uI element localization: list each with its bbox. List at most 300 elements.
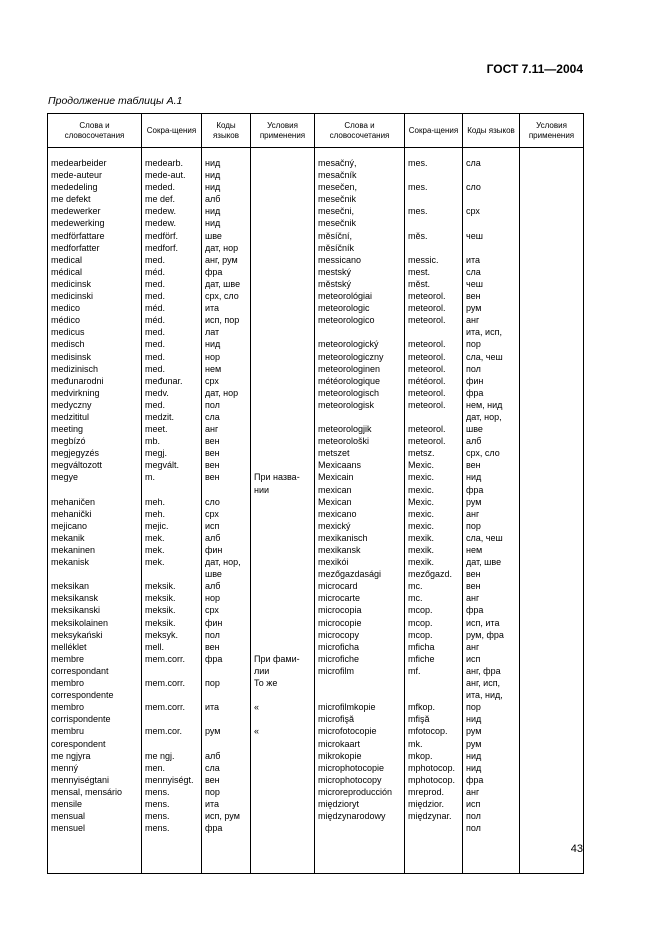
cell-text: medv. <box>145 387 169 398</box>
cell-text <box>254 617 314 629</box>
cell-text: meet. <box>145 424 168 435</box>
cell-text: пор <box>466 702 481 713</box>
cell-text: mezőgazdasági <box>318 569 382 580</box>
cell-text: mexican <box>318 484 352 495</box>
cell-text <box>254 520 314 532</box>
cell-text: фра <box>466 774 484 785</box>
cell-text: med. <box>145 278 166 289</box>
cell-text: meksikansk <box>51 593 99 604</box>
cell-text: вен <box>205 460 220 471</box>
words-column-right <box>315 148 405 874</box>
cell-text: mfiche <box>408 653 435 664</box>
cell-text <box>254 351 314 363</box>
cell-text: сла, чеш <box>466 351 503 362</box>
cell-text <box>205 689 250 701</box>
cell-text <box>254 568 314 580</box>
cell-text <box>466 242 519 254</box>
cell-text: нид <box>205 158 221 168</box>
cell-text <box>408 677 462 689</box>
cell-text: meteorol. <box>408 436 446 447</box>
cell-text: microreproducción <box>318 786 393 797</box>
cell-text: фра <box>205 266 223 277</box>
cell-text <box>254 810 314 822</box>
cell-text: фра <box>466 605 484 616</box>
col-header-conditions-right: Условия применения <box>520 114 584 148</box>
cell-text: анг <box>466 593 480 604</box>
cell-text: дат, нор, <box>205 557 241 568</box>
cell-text: meteorologjik <box>318 424 372 435</box>
cell-text: алб <box>205 532 221 543</box>
cell-text: międzynarodowy <box>318 811 386 822</box>
cell-text: microfişă <box>318 714 355 725</box>
cell-text: microcopia <box>318 605 362 616</box>
cell-text <box>408 193 462 205</box>
cell-text <box>408 689 462 701</box>
cell-text: medförfattare <box>51 230 105 241</box>
cell-text: mejicano <box>51 520 88 531</box>
cell-text: пор <box>205 786 220 797</box>
cell-text <box>145 689 201 701</box>
cell-text: алб <box>205 581 221 592</box>
cell-text: исп <box>205 520 220 531</box>
cell-text: meteorológiai <box>318 291 373 302</box>
cell-text: нид <box>205 339 221 350</box>
cell-text <box>145 665 201 677</box>
cell-text: Mexicain <box>318 472 354 483</box>
cell-text <box>318 677 404 689</box>
cell-text: mezőgazd. <box>408 569 453 580</box>
cell-text: me ngj. <box>145 750 175 761</box>
cell-text: mennyiségt. <box>145 774 194 785</box>
cell-text: срх <box>205 605 219 616</box>
cell-text: medico <box>51 303 81 314</box>
cell-text: сла <box>466 266 481 277</box>
cell-text: meeting <box>51 424 84 435</box>
cell-text: вен <box>466 291 481 302</box>
cell-text: mk. <box>408 738 423 749</box>
cell-text <box>254 689 314 701</box>
cell-text: нид <box>466 762 482 773</box>
cell-text: microfotocopie <box>318 726 377 737</box>
table-header-row <box>48 114 584 148</box>
cell-text: mehaničen <box>51 496 96 507</box>
cell-text: melléklet <box>51 641 87 652</box>
cell-text: « <box>254 702 260 713</box>
cell-text <box>254 169 314 181</box>
cell-text: medewerking <box>51 218 105 229</box>
cell-text: фра <box>205 653 223 664</box>
cell-text: megváltozott <box>51 460 103 471</box>
cell-text: meksyk. <box>145 629 179 640</box>
cell-text: mesečnik <box>318 194 357 205</box>
cell-text: фин <box>466 375 484 386</box>
cell-text <box>254 278 314 290</box>
cell-text: mexický <box>318 520 351 531</box>
cell-text: międzior. <box>408 798 445 809</box>
cell-text: meteorol. <box>408 387 446 398</box>
cell-text: фин <box>205 617 223 628</box>
cell-text <box>254 641 314 653</box>
cell-text: mest. <box>408 266 431 277</box>
cell-text: medforfatter <box>51 242 100 253</box>
cell-text: вен <box>466 460 481 471</box>
conditions-column-left <box>251 148 315 874</box>
cell-text: mens. <box>145 786 170 797</box>
table-body-row <box>48 148 584 874</box>
cell-text: mek. <box>145 532 165 543</box>
cell-text: срх, сло <box>466 448 500 459</box>
cell-text: рум, фра <box>466 629 504 640</box>
cell-text: анг, рум <box>205 254 238 265</box>
cell-text: дат, шве <box>466 557 502 568</box>
cell-text: mekanisk <box>51 557 90 568</box>
cell-text: mexic. <box>408 484 435 495</box>
cell-text: mem.cor. <box>145 726 183 737</box>
cell-text: mede-aut. <box>145 170 186 181</box>
cell-text: При фами- <box>254 653 300 664</box>
cell-text: mphotocop. <box>408 762 456 773</box>
cell-text: рум <box>466 496 482 507</box>
cell-text: medicinski <box>51 291 94 302</box>
cell-text: mb. <box>145 436 161 447</box>
cell-text: mfotocop. <box>408 726 448 737</box>
cell-text: нем <box>205 363 222 374</box>
cell-text <box>466 169 519 181</box>
cell-text: пол <box>205 629 220 640</box>
cell-text: med. <box>145 363 166 374</box>
cell-text: mejic. <box>145 520 169 531</box>
cell-text: срх <box>205 508 219 519</box>
cell-text: нор <box>205 593 220 604</box>
cell-text: mehanički <box>51 508 92 519</box>
col-header-codes-left: Коды языков <box>202 114 251 148</box>
cell-text: mexik. <box>408 557 435 568</box>
cell-text: mededeling <box>51 182 98 193</box>
cell-text <box>408 242 462 254</box>
cell-text: meksikan <box>51 581 90 592</box>
cell-text <box>254 580 314 592</box>
cell-text: medical <box>51 254 83 265</box>
cell-text <box>318 411 404 423</box>
cell-text <box>254 738 314 750</box>
cell-text: meksykański <box>51 629 103 640</box>
cell-text <box>51 484 141 496</box>
cell-text: сло <box>466 182 481 193</box>
codes-column-right <box>463 148 520 874</box>
cell-text: исп <box>466 653 481 664</box>
cell-text: анг <box>466 508 480 519</box>
cell-text: пор <box>466 520 481 531</box>
cell-text: megbízó <box>51 436 86 447</box>
cell-text: алб <box>205 750 221 761</box>
cell-text: med. <box>145 399 166 410</box>
cell-text: Mexic. <box>408 460 435 471</box>
cell-text: сло <box>205 496 220 507</box>
cell-text: měs. <box>408 230 428 241</box>
cell-text: meteorol. <box>408 424 446 435</box>
cell-text <box>408 411 462 423</box>
cell-text: med. <box>145 339 166 350</box>
cell-text <box>254 230 314 242</box>
cell-text: microcopy <box>318 629 360 640</box>
cell-text <box>254 544 314 556</box>
cell-text: фра <box>205 823 223 834</box>
cell-text: исп, пор <box>205 315 240 326</box>
cell-text <box>254 459 314 471</box>
cell-text: « <box>254 726 260 737</box>
cell-text <box>145 713 201 725</box>
cell-text: рум <box>466 726 482 737</box>
cell-text: mexic. <box>408 520 435 531</box>
cell-text <box>254 363 314 375</box>
cell-text <box>145 738 201 750</box>
cell-text: meteorologisk <box>318 399 375 410</box>
cell-text <box>254 423 314 435</box>
cell-text: вен <box>466 581 481 592</box>
cell-text <box>254 242 314 254</box>
cell-text: нор <box>205 351 220 362</box>
cell-text: срх <box>466 206 480 217</box>
cell-text: нид <box>205 170 221 181</box>
cell-text: сла, чеш <box>466 532 503 543</box>
cell-text: międzynar. <box>408 811 452 822</box>
cell-text: meteorol. <box>408 339 446 350</box>
cell-text: нид <box>466 714 482 725</box>
cell-text <box>254 713 314 725</box>
cell-text: вен <box>205 448 220 459</box>
cell-text: megjegyzés <box>51 448 100 459</box>
cell-text: При назва- <box>254 472 300 483</box>
cell-text <box>254 254 314 266</box>
cell-text <box>254 822 314 834</box>
cell-text <box>254 326 314 338</box>
cell-text: microfilmkopie <box>318 702 376 713</box>
cell-text: шве <box>205 230 222 241</box>
cell-text <box>318 689 404 701</box>
col-header-abbr-right: Сокра-щения <box>405 114 463 148</box>
cell-text: médico <box>51 315 81 326</box>
cell-text: meksikolainen <box>51 617 109 628</box>
cell-text: microcopie <box>318 617 362 628</box>
cell-text: men. <box>145 762 166 773</box>
cell-text: mem.corr. <box>145 702 186 713</box>
cell-text: me ngjyra <box>51 750 91 761</box>
cell-text: meteorologický <box>318 339 379 350</box>
cell-text: měst. <box>408 278 431 289</box>
cell-text: meteorologico <box>318 315 375 326</box>
cell-text: сла <box>205 411 220 422</box>
cell-text <box>254 193 314 205</box>
cell-text <box>51 568 141 580</box>
cell-text <box>205 738 250 750</box>
cell-text: med. <box>145 327 166 338</box>
cell-text: дат, нор <box>205 387 239 398</box>
cell-text: вен <box>205 774 220 785</box>
cell-text: meh. <box>145 496 166 507</box>
cell-text: membro <box>51 678 85 689</box>
cell-text: meteorološki <box>318 436 370 447</box>
cell-text: meksik. <box>145 617 176 628</box>
cell-text <box>254 205 314 217</box>
cell-text: нии <box>254 484 270 495</box>
cell-text: meksik. <box>145 581 176 592</box>
cell-text: mexicano <box>318 508 357 519</box>
cell-text: mexic. <box>408 472 435 483</box>
cell-text: messicano <box>318 254 362 265</box>
cell-text <box>254 750 314 762</box>
cell-text <box>408 326 462 338</box>
cell-text: ита <box>205 798 220 809</box>
cell-text: mes. <box>408 158 428 168</box>
cell-text: menný <box>51 762 79 773</box>
cell-text: mikrokopie <box>318 750 362 761</box>
col-header-words-right: Слова и словосочетания <box>315 114 405 148</box>
cell-text <box>254 302 314 314</box>
cell-text: messic. <box>408 254 439 265</box>
cell-text <box>408 169 462 181</box>
cell-text: medewerker <box>51 206 101 217</box>
cell-text: medyczny <box>51 399 92 410</box>
cell-text <box>254 399 314 411</box>
cell-text: нид <box>205 182 221 193</box>
cell-text: mek. <box>145 557 165 568</box>
cell-text: лии <box>254 665 270 676</box>
cell-text: m. <box>145 472 155 483</box>
cell-text: mensual <box>51 811 86 822</box>
cell-text <box>254 181 314 193</box>
cell-text: microkaart <box>318 738 361 749</box>
cell-text: mesačný, <box>318 158 357 168</box>
cell-text: meteorologisch <box>318 387 380 398</box>
words-column-left <box>48 148 142 874</box>
cell-text: metszet <box>318 448 350 459</box>
cell-text: нем <box>466 545 483 555</box>
cell-text: дат, нор <box>205 242 239 253</box>
cell-text <box>254 762 314 774</box>
cell-text: mennyiségtani <box>51 774 110 785</box>
cell-text: meteorol. <box>408 399 446 410</box>
cell-text: фра <box>466 484 484 495</box>
cell-text <box>254 604 314 616</box>
cell-text: mem.corr. <box>145 653 186 664</box>
cell-text: med. <box>145 291 166 302</box>
cell-text: пол <box>205 399 220 410</box>
cell-text: нид <box>466 472 482 483</box>
cell-text: méd. <box>145 266 166 277</box>
cell-text: исп, ита <box>466 617 500 628</box>
cell-text: mcop. <box>408 617 433 628</box>
cell-text: анг, исп, <box>466 678 501 689</box>
cell-text: meh. <box>145 508 166 519</box>
cell-text: microficha <box>318 641 360 652</box>
cell-text <box>145 568 201 580</box>
cell-text: mensal, mensário <box>51 786 123 797</box>
cell-text: шве <box>205 569 222 580</box>
cell-text: рум <box>466 738 482 749</box>
cell-text: вен <box>205 472 220 483</box>
cell-text: сла <box>205 762 220 773</box>
cell-text: microphotocopie <box>318 762 385 773</box>
cell-text <box>254 508 314 520</box>
cell-text: анг <box>205 424 219 435</box>
cell-text: алб <box>466 436 482 447</box>
cell-text: исп <box>466 798 481 809</box>
cell-text: анг <box>466 315 480 326</box>
cell-text: medizinisch <box>51 363 99 374</box>
cell-text: вен <box>205 436 220 447</box>
cell-text: membru <box>51 726 85 737</box>
cell-text: mficha <box>408 641 435 652</box>
cell-text: ита <box>205 702 220 713</box>
table-caption: Продолжение таблицы А.1 <box>48 95 183 107</box>
cell-text: corespondent <box>51 738 106 749</box>
cell-text: medzit. <box>145 411 175 422</box>
cell-text: mens. <box>145 798 170 809</box>
cell-text: měsíční, <box>318 230 353 241</box>
cell-text: méd. <box>145 315 166 326</box>
cell-text: срх <box>205 375 219 386</box>
cell-text: лат <box>205 327 220 338</box>
cell-text: mcop. <box>408 629 433 640</box>
cell-text: microcard <box>318 581 358 592</box>
cell-text <box>254 266 314 278</box>
cell-text: meksikanski <box>51 605 101 616</box>
cell-text: correspondant <box>51 665 109 676</box>
cell-text <box>318 326 404 338</box>
cell-text: Mexicaans <box>318 460 362 471</box>
cell-text: пол <box>466 823 481 834</box>
cell-text <box>254 629 314 641</box>
cell-text <box>254 532 314 544</box>
col-header-codes-right: Коды языков <box>463 114 520 148</box>
cell-text: рум <box>205 726 221 737</box>
cell-text: médical <box>51 266 83 277</box>
cell-text: medisinsk <box>51 351 92 362</box>
cell-text: пол <box>466 363 481 374</box>
cell-text: шве <box>466 424 483 435</box>
codes-column-left <box>202 148 251 874</box>
cell-text <box>205 713 250 725</box>
cell-text: пор <box>466 339 481 350</box>
cell-text: meteorol. <box>408 363 446 374</box>
cell-text: metsz. <box>408 448 435 459</box>
cell-text: mkop. <box>408 750 433 761</box>
cell-text: medvirkning <box>51 387 100 398</box>
cell-text: mekanik <box>51 532 85 543</box>
abbr-column-left <box>142 148 202 874</box>
cell-text <box>466 193 519 205</box>
cell-text: med. <box>145 351 166 362</box>
cell-text: mc. <box>408 593 423 604</box>
cell-text: Mexican <box>318 496 352 507</box>
cell-text: medearbeider <box>51 158 107 168</box>
cell-text: ита, исп, <box>466 327 502 338</box>
cell-text: meksik. <box>145 605 176 616</box>
cell-text: megj. <box>145 448 168 459</box>
cell-text <box>205 665 250 677</box>
standard-number: ГОСТ 7.11—2004 <box>486 62 583 76</box>
cell-text: mesačník <box>318 170 357 181</box>
cell-text: чеш <box>466 230 483 241</box>
cell-text: mestský <box>318 266 352 277</box>
cell-text <box>254 387 314 399</box>
cell-text: meteorol. <box>408 291 446 302</box>
cell-text <box>254 786 314 798</box>
cell-text <box>254 411 314 423</box>
cell-text: mek. <box>145 545 165 555</box>
cell-text <box>254 798 314 810</box>
cell-text <box>254 556 314 568</box>
